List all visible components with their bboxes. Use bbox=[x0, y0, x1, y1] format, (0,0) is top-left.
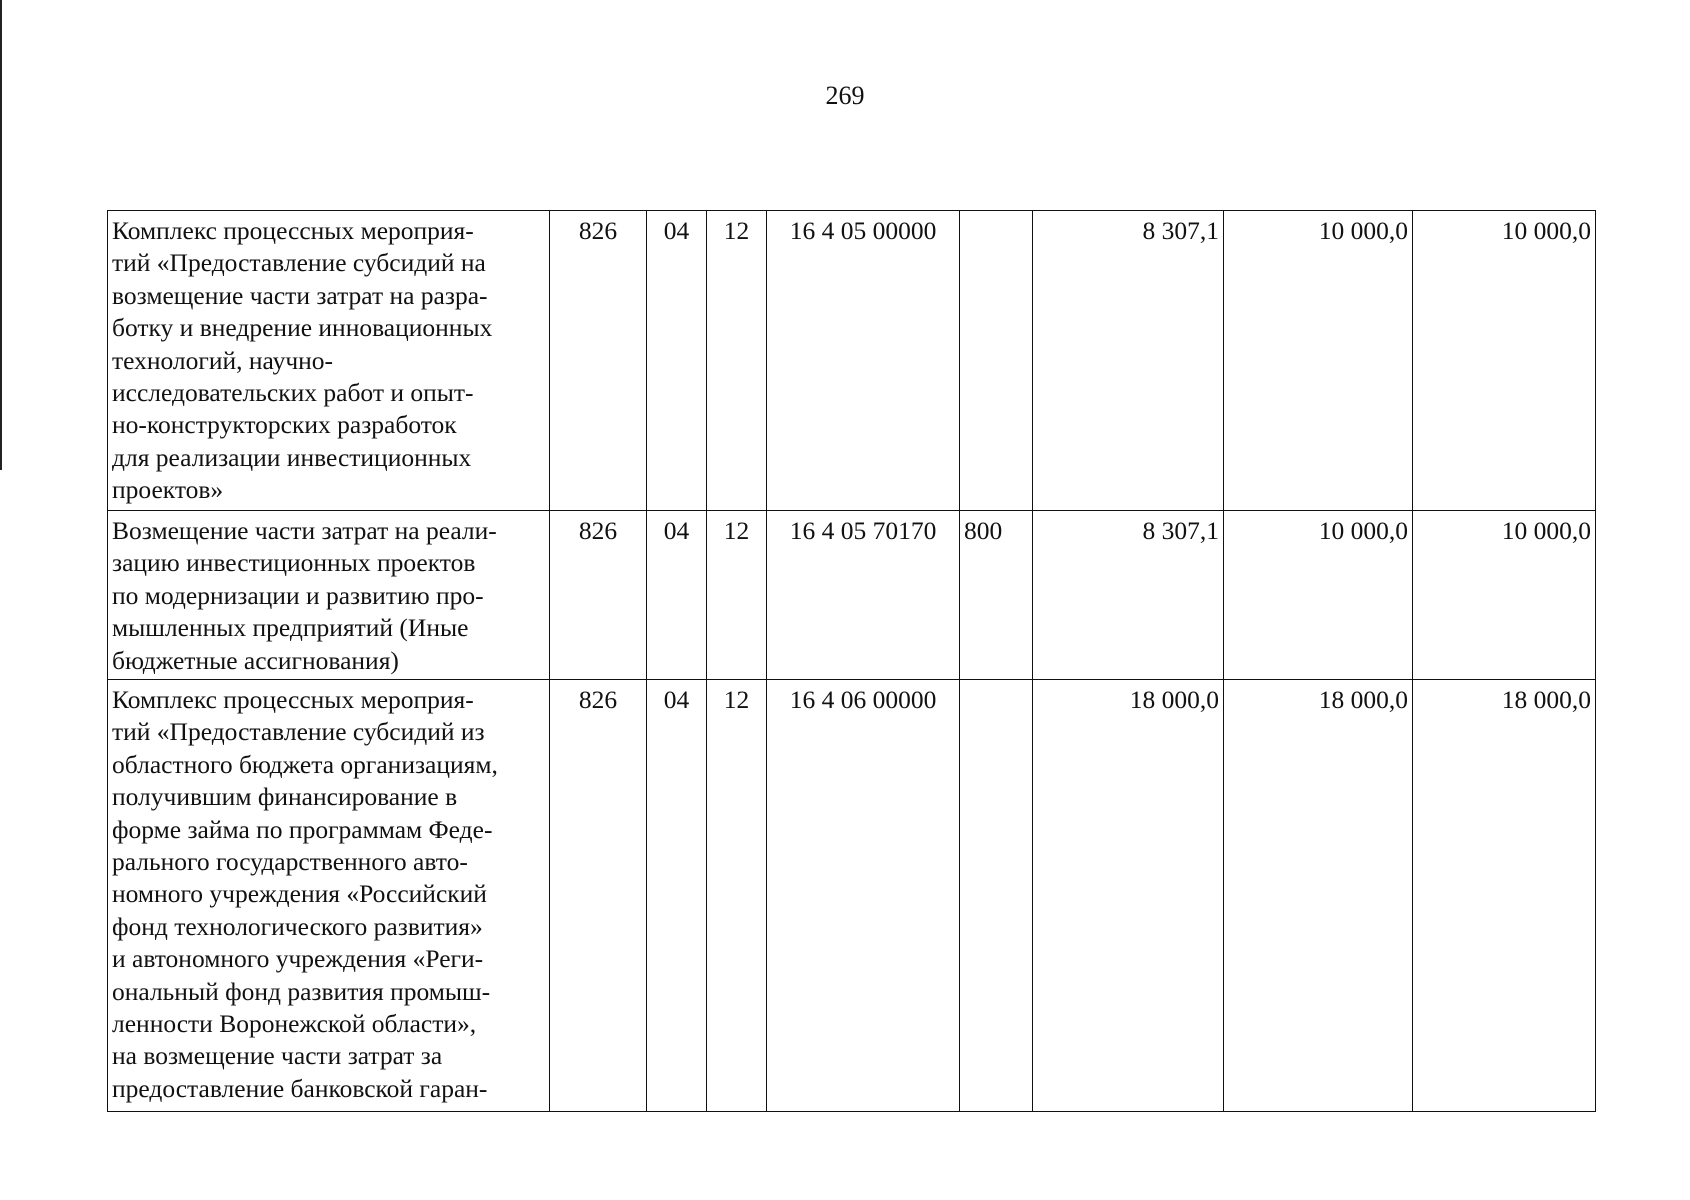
target-article-cell: 16 4 06 00000 bbox=[767, 680, 960, 1112]
row-name-line: бюджетные ассигнования) bbox=[112, 645, 399, 675]
amount-year3-cell: 18 000,0 bbox=[1413, 680, 1596, 1112]
subsection-code-cell: 12 bbox=[707, 511, 767, 680]
section-code-cell: 04 bbox=[647, 511, 707, 680]
row-name-line: ональный фонд развития промыш- bbox=[112, 976, 491, 1006]
amount-year2-cell: 10 000,0 bbox=[1224, 211, 1413, 511]
amount-year1-cell: 18 000,0 bbox=[1033, 680, 1224, 1112]
row-name-line: Комплекс процессных мероприя- bbox=[112, 685, 474, 714]
subsection-code-cell: 12 bbox=[707, 211, 767, 511]
row-name-line: возмещение части затрат на разра- bbox=[112, 280, 488, 310]
row-name-line: тий «Предоставление субсидий на bbox=[112, 248, 486, 278]
row-name-line: Комплекс процессных мероприя- bbox=[112, 216, 474, 245]
target-article-cell: 16 4 05 70170 bbox=[767, 511, 960, 680]
amount-year2-cell: 10 000,0 bbox=[1224, 511, 1413, 680]
table-row bbox=[108, 511, 1596, 680]
row-name-line: ленности Воронежской области», bbox=[112, 1009, 477, 1039]
row-name-cell bbox=[108, 211, 550, 511]
row-name-line: номного учреждения «Российский bbox=[112, 879, 487, 909]
row-name-line: Возмещение части затрат на реали- bbox=[112, 516, 497, 545]
row-name-line: областного бюджета организациям, bbox=[112, 749, 498, 779]
row-name-line: получившим финансирование в bbox=[112, 782, 458, 812]
page-number: 269 bbox=[825, 81, 865, 110]
row-name-line: предоставление банковской гаран- bbox=[112, 1073, 488, 1103]
grbs-code-cell: 826 bbox=[550, 511, 647, 680]
expense-type-cell bbox=[960, 680, 1033, 1112]
section-code-cell: 04 bbox=[647, 680, 707, 1112]
grbs-code-cell: 826 bbox=[550, 211, 647, 511]
expense-type-cell bbox=[960, 211, 1033, 511]
row-name-line: тий «Предоставление субсидий из bbox=[112, 717, 485, 747]
row-name-line: рального государственного авто- bbox=[112, 847, 468, 877]
amount-year1-cell: 8 307,1 bbox=[1033, 511, 1224, 680]
row-name-line: зацию инвестиционных проектов bbox=[112, 548, 476, 578]
amount-year3-cell: 10 000,0 bbox=[1413, 211, 1596, 511]
row-name-line: на возмещение части затрат за bbox=[112, 1041, 443, 1071]
row-name-line: мышленных предприятий (Иные bbox=[112, 613, 469, 643]
row-name-cell bbox=[108, 511, 550, 680]
grbs-code-cell: 826 bbox=[550, 680, 647, 1112]
subsection-code-cell: 12 bbox=[707, 680, 767, 1112]
row-name-line: технологий, научно- bbox=[112, 345, 334, 375]
amount-year1-cell: 8 307,1 bbox=[1033, 211, 1224, 511]
amount-year2-cell: 18 000,0 bbox=[1224, 680, 1413, 1112]
section-code-cell: 04 bbox=[647, 211, 707, 511]
row-name-line: проектов» bbox=[112, 475, 224, 505]
row-name-line: и автономного учреждения «Реги- bbox=[112, 944, 484, 974]
budget-table bbox=[107, 210, 1596, 1112]
table-row bbox=[108, 211, 1596, 511]
table-row bbox=[108, 680, 1596, 1112]
table-body bbox=[108, 211, 1596, 1112]
row-name-line: ботку и внедрение инновационных bbox=[112, 313, 493, 343]
target-article-cell: 16 4 05 00000 bbox=[767, 211, 960, 511]
row-name-cell bbox=[108, 680, 550, 1112]
row-name-line: для реализации инвестиционных bbox=[112, 442, 472, 472]
row-name-line: форме займа по программам Феде- bbox=[112, 814, 493, 844]
row-name-line: исследовательских работ и опыт- bbox=[112, 378, 474, 408]
scan-edge-line bbox=[0, 0, 2, 470]
amount-year3-cell: 10 000,0 bbox=[1413, 511, 1596, 680]
row-name-line: но-конструкторских разработок bbox=[112, 410, 457, 440]
expense-type-cell: 800 bbox=[960, 511, 1033, 680]
row-name-line: по модернизации и развитию про- bbox=[112, 580, 484, 610]
row-name-line: фонд технологического развития» bbox=[112, 911, 483, 941]
